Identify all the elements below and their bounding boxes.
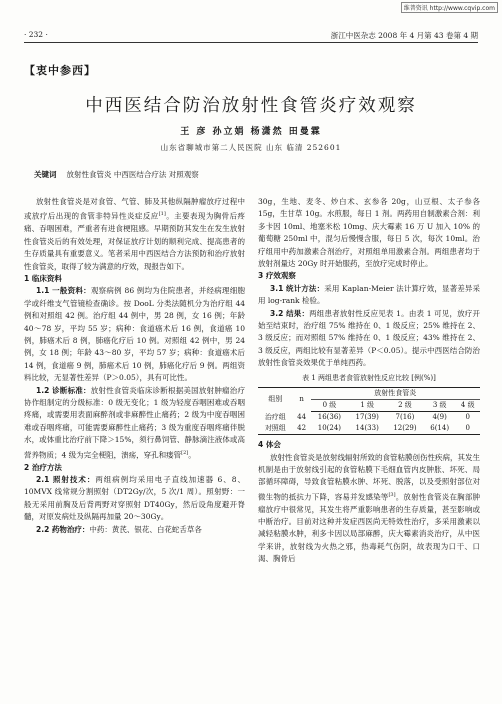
table-cell: 44 (297, 412, 307, 421)
section-1-2 (24, 385, 245, 462)
table-cell: 0 (465, 413, 470, 422)
table-caption: 表 1 两组患者食管放射性反应比较 [例(%)] (302, 373, 436, 382)
section-2-1 (24, 474, 245, 524)
table-cell: 14(33) (348, 423, 386, 435)
section-1-2-text: 放射性食管炎临床诊断根据美国放射肿瘤治疗协作组制定的分级标准：0 级无变化；1 级为轻度吞咽困难或吞咽疼痛，或需要用表面麻醉剂或非麻醉性止痛药；2 级为中度吞咽困难或吞咽疼痛，可能需要麻醉性止痛药；3 级为重度吞咽疼痛伴脱水，或体重比治疗前下降＞15%，须行鼻饲管、静脉滴注液体或高营养物质；4 级为完全梗阻，溃疡，穿孔和瘘管 (24, 385, 246, 460)
ref-1: [1] (158, 211, 166, 218)
section-2-2-text: 中药：黄芪、银花、白花蛇舌草各 (89, 524, 202, 534)
intro-text: 放射性食管炎是对食管、气管、肺及其他纵隔肿瘤放疗过程中或放疗后出现的食管非特异性炎症反应 (24, 197, 245, 221)
table-header-grade: 2 级 (386, 400, 424, 412)
heading-clinical-data: 1 临床资料 (24, 273, 62, 283)
table-header-grade: 1 级 (348, 400, 386, 412)
herbal-continued: 30g，生地、麦冬、炒白术、玄参各 20g，山豆根、太子参各 15g，生甘草 10g。水煎服，每日 1 剂。两药用自制激素合剂：利多卡因 10ml、地塞米松 10mg、庆大霉素 16 万 U 加入 10% 的葡萄糖 250ml 中，混匀后慢慢含服，每日 5 次，每次 10ml。治疗组用中药加激素合剂治疗，对照组单用激素合剂。两组患者均于放射剂量达 20Gy 时开始服药，至放疗完成时停止。 (258, 197, 480, 269)
table-cell: 4(9) (432, 413, 447, 422)
section-2-1-text: 两组病例均采用电子直线加速器 6、8、10MVX 线常规分割照射（DT2Gy/次，5 次/1 周）。照射野：一般无采用前胸及后背两野对穿照射 DT40Gy，然后设角度避开脊髓，对原发病灶及纵隔再加量 20～30Gy。 (24, 474, 245, 522)
intro-paragraph (24, 196, 245, 273)
section-2-2-label: 2.2 药物治疗： (36, 524, 90, 534)
right-column (258, 196, 480, 566)
table-header-group: 组别 (258, 388, 293, 412)
table-header-grade: 0 级 (311, 400, 349, 412)
section-2-1-label: 2.1 照射技术： (36, 474, 96, 484)
watermark: 维普资讯 http://www.cqvip.com (401, 2, 498, 13)
section-3-1-text: 采用 Kaplan-Meier 法计算疗效，显著差异采用 log-rank 检验。 (258, 283, 480, 306)
section-1-2-label: 1.2 诊断标准： (36, 385, 91, 395)
keywords-label: 关键词 (34, 170, 57, 179)
section-3-1 (258, 283, 480, 308)
ref-3: [3] (388, 491, 396, 498)
section-1-1 (24, 285, 245, 384)
table-row (258, 423, 480, 435)
ref-2: [2] (181, 449, 189, 456)
section-tag: 【衷中参西】 (24, 64, 96, 77)
table-cell: 6(14) (424, 423, 456, 435)
heading-efficacy: 3 疗效观察 (258, 271, 296, 281)
discussion-paragraph (258, 452, 480, 566)
table-cell: 10(24) (311, 423, 349, 435)
table-cell: 0 (455, 423, 480, 435)
table-cell: 治疗组 (264, 412, 286, 421)
section-3-2 (258, 308, 480, 370)
authors: 王 彦 孙立娟 杨潇然 田曼霖 (180, 127, 322, 137)
keywords: 放射性食管炎 中西医结合疗法 对照观察 (66, 170, 199, 179)
section-3-2-label: 3.2 结果： (270, 308, 310, 318)
table-header-grade: 4 级 (455, 400, 480, 412)
affiliation: 山东省聊城市第二人民医院 山东 临清 252601 (160, 143, 342, 152)
heading-discussion: 4 体会 (258, 440, 281, 450)
page-number: · 232 · (24, 30, 48, 39)
table-cell: 12(29) (386, 423, 424, 435)
discussion-text: 放射性食管炎是放射线辐射所致的食管粘膜创伤性疾病，其发生机制是由于放射线引起的食管粘膜下毛细血管内皮肿胀、坏死、局部循环障碍，导致食管粘膜水肿、坏死、脱落，以及受照射部位对微生物的抵抗力下降，容易并发感染等 (258, 452, 480, 502)
table-header-n: n (293, 388, 311, 412)
table-cell: 对照组 (258, 423, 293, 435)
table-cell: 7(16) (395, 413, 415, 422)
table-row (258, 412, 480, 424)
results-table (258, 387, 480, 435)
table-header-grade: 3 级 (424, 400, 456, 412)
table-header-span: 放射性食管炎 (311, 388, 480, 400)
article-title: 中西医结合防治放射性食管炎疗效观察 (85, 96, 417, 116)
intro-rest: 。主要表现为胸骨后疼痛、吞咽困难，严重者有进食梗阻感。早期预防其发生在发生放射性食管炎后的有效处理，对保证放疗计划的顺利完成、提高患者的生存质量具有重要意义。笔者采用中西医结合方法预防和治疗放射性食管炎，取得了较为满意的疗效，现报告如下。 (24, 211, 246, 271)
section-3-1-label: 3.1 统计方法： (270, 283, 325, 293)
section-1-1-text: 观察病例 86 例均为住院患者，并经病理细胞学或纤维支气管镜检查确诊。按 DooL 分类法随机分为治疗组 44 例和对照组 42 例。治疗组 44 例中，男 28 例，女 16 例；年龄 40～78 岁，平均 55 岁；病种：食道癌术后 16 例，食道癌 10 例，肺癌术后 8 例，肺癌化疗后 10 例。对照组 42 例中，男 24 例，女 18 例；年龄 43～80 岁，平均 57 岁；病种：食道癌术后 14 例，食道癌 9 例，肺癌术后 10 例，肺癌化疗后 9 例。两组资料比较，无显著性差异（P＞0.05），具有可比性。 (24, 286, 245, 383)
heading-treatment: 2 治疗方法 (24, 462, 62, 472)
table-cell: 17(39) (355, 413, 379, 422)
section-1-2-end: 。 (188, 450, 196, 460)
discussion-rest: 。放射性食管炎在胸部肿瘤放疗中很常见，其发生将严重影响患者的生存质量，甚至影响或中断治疗。目前对这种并发症西医尚无特效性治疗，多采用激素以减轻粘膜水肿，利多卡因以局部麻醉，庆大霉素消炎治疗，从中医学来讲，放射线为火热之邪，热毒耗气伤阴，故表现为口干、口渴、胸骨后 (258, 492, 481, 564)
table-cell: 42 (293, 423, 311, 435)
section-2-2 (24, 524, 245, 536)
header-rule (24, 42, 478, 43)
journal-info: 浙江中医杂志 2008 年 4 月第 43 卷第 4 期 (330, 31, 478, 40)
table-cell: 16(36) (317, 413, 342, 422)
section-1-1-label: 1.1 一般资料： (36, 286, 91, 296)
keywords-line (34, 169, 199, 180)
left-column (24, 196, 245, 536)
section-3-2-text: 两组患者放射性反应见表 1。由表 1 可见，放疗开始至结束时，治疗组 75% 维持在 0、1 级反应；25% 维持在 2、3 级反应；而对照组 57% 维持在 0、1 级反应；43% 维持在 2、3 级反应，两组比较有显著差异（P＜0.05）。提示中西医结合防治放射性食管炎效果优于单纯西药。 (258, 308, 480, 368)
